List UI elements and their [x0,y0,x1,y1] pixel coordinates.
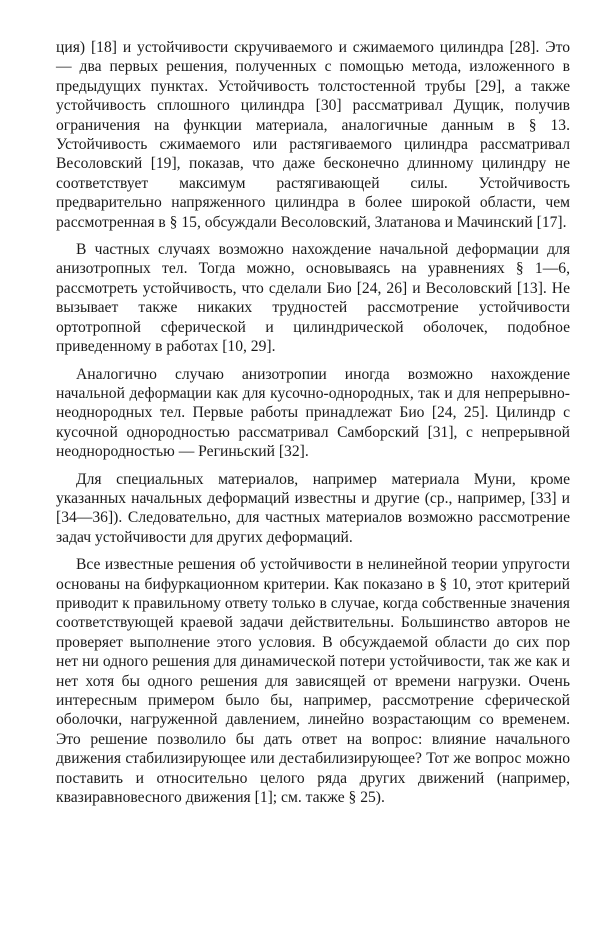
paragraph-4: Для специальных материалов, например материала Муни, кроме указанных начальных деформаций известны и другие (ср., например, [33] и [34—36]). Следовательно, для частных материалов возможно рассмотрение задач устойчивости для других деформаций. [56,470,570,546]
paragraph-5: Все известные решения об устойчивости в нелинейной теории упругости основаны на бифуркационном критерии. Как показано в § 10, этот критерий приводит к правильному ответу только в случае, когда собственные значения соответствующей краевой задачи действительны. Большинство авторов не проверяет выполнение этого условия. В обсуждаемой области до сих пор нет ни одного решения для динамической потери устойчивости, так же как и нет хотя бы одного решения для зависящей от времени нагрузки. Очень интересным примером было бы, например, рассмотрение сферической оболочки, нагруженной давлением, линейно возрастающим со временем. Это решение позволило бы дать ответ на вопрос: влияние начального движения стабилизирующее или дестабилизирующее? Тот же вопрос можно поставить и относительно целого ряда других движений (например, квазиравновесного движения [1]; см. также § 25). [56,556,570,807]
paragraph-2: В частных случаях возможно нахождение начальной деформации для анизотропных тел. Тогда можно, основываясь на уравнениях § 1—6, рассмотреть устойчивость, что сделали Био [24, 26] и Весоловский [13]. Не вызывает также никаких трудностей рассмотрение устойчивости ортотропной сферической и цилиндрической оболочек, подобное приведенному в работах [10, 29]. [56,241,570,356]
paragraph-3: Аналогично случаю анизотропии иногда возможно нахождение начальной деформации как для кусочно-однородных, так и для непрерывно-неоднородных тел. Первые работы принадлежат Био [24, 25]. Цилиндр с кусочной однородностью рассматривал Самборский [31], с непрерывной неоднородностью — Региньский [32]. [56,365,570,461]
paragraph-1: ция) [18] и устойчивости скручиваемого и сжимаемого цилиндра [28]. Это — два первых решения, полученных с помощью метода, изложенного в предыдущих пунктах. Устойчивость толстостенной трубы [29], а также устойчивость сплошного цилиндра [30] рассматривал Дущик, получив ограничения на функции материала, аналогичные данным в § 13. Устойчивость сжимаемого или растягиваемого цилиндра рассматривал Весоловский [19], показав, что даже бесконечно длинному цилиндру не соответствует максимум растягивающей силы. Устойчивость предварительно напряженного цилиндра в более широкой области, чем рассмотренная в § 15, обсуждали Весоловский, Златанова и Мачинский [17]. [56,39,570,231]
